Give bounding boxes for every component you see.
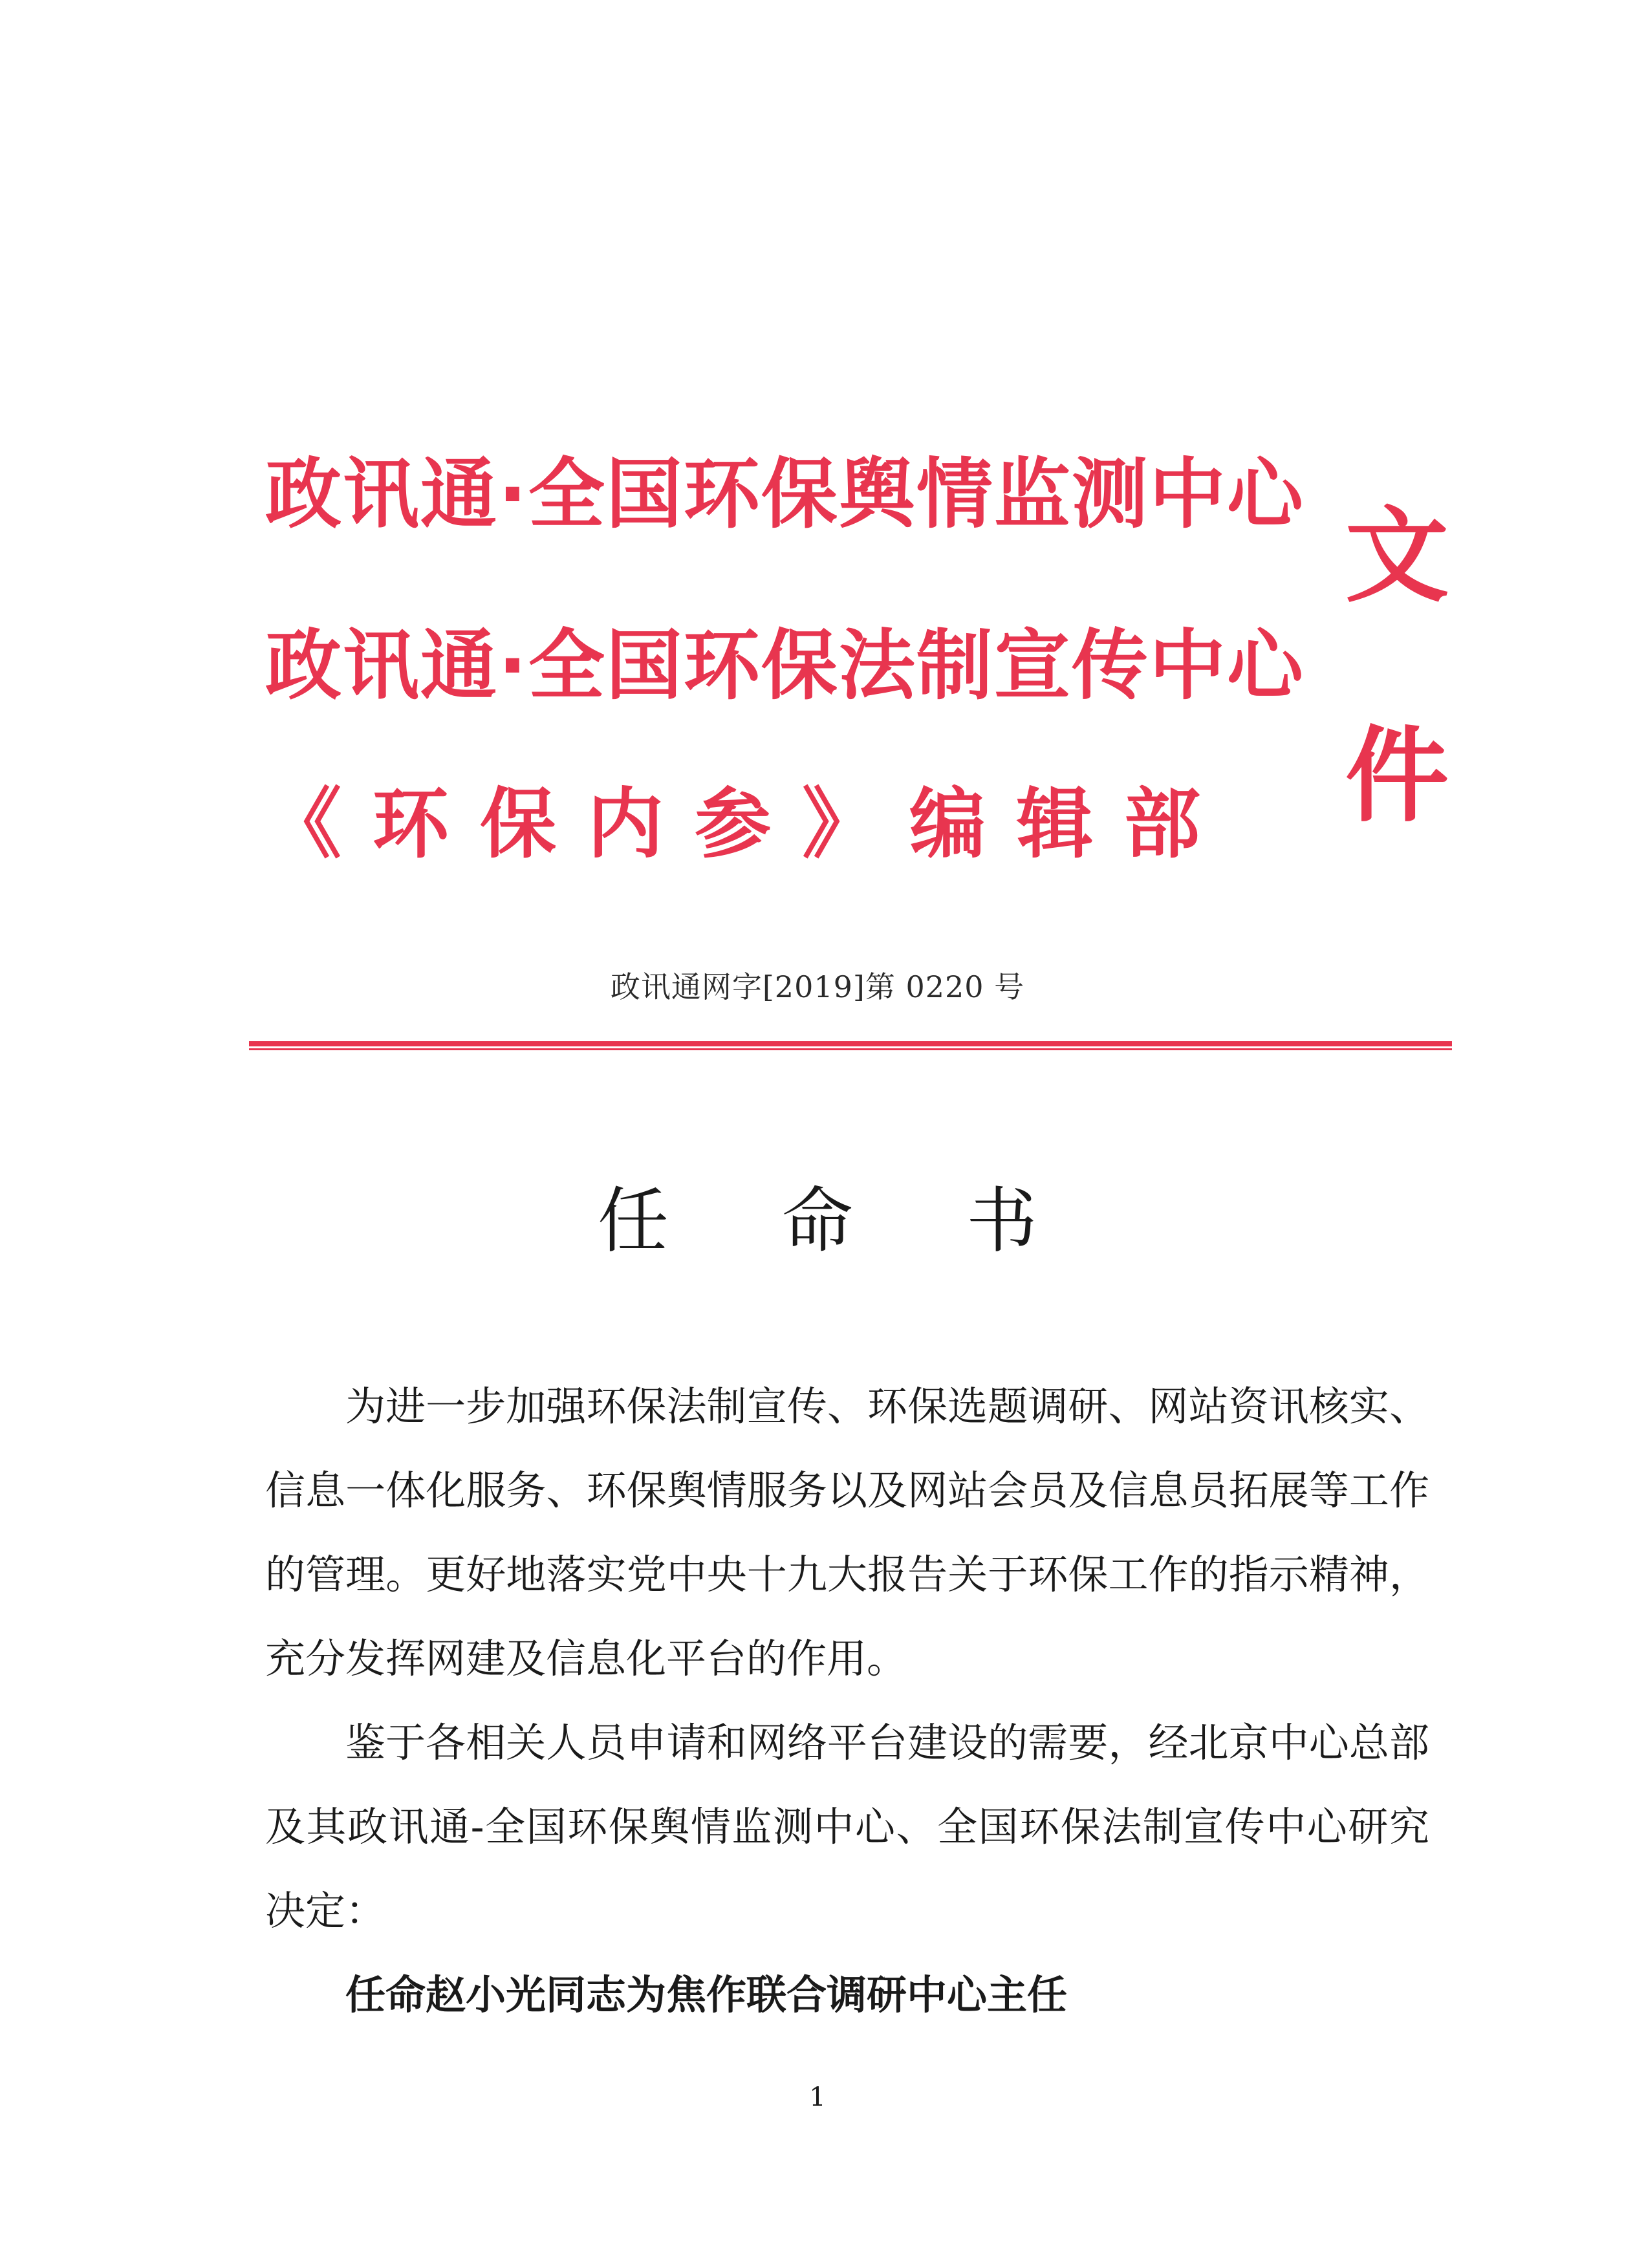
document-number: 政讯通网字[2019]第 0220 号 (610, 969, 1025, 1004)
red-divider-thin (249, 1048, 1452, 1050)
document-label-char-1: 文 (1345, 495, 1449, 616)
document-label (1339, 495, 1455, 944)
body-paragraph-2: 鉴于各相关人员申请和网络平台建设的需要，经北京中心总部及其政讯通-全国环保舆情监测中心、全国环保法制宣传中心研究决定： (265, 1719, 1429, 1934)
letterhead-line-2: 政讯通·全国环保法制宣传中心 (265, 621, 1305, 710)
red-divider (249, 1041, 1452, 1050)
letterhead-line-1: 政讯通·全国环保舆情监测中心 (265, 449, 1305, 539)
letterhead-line-3: 《环保内参》编辑部 (265, 779, 1232, 869)
red-divider-thick (249, 1041, 1452, 1046)
document-label-char-2: 件 (1345, 715, 1449, 836)
body-paragraph-1: 为进一步加强环保法制宣传、环保选题调研、网站资讯核实、信息一体化服务、环保舆情服务以及网站会员及信息员拓展等工作的管理。更好地落实党中央十九大报告关于环保工作的指示精神，充分发挥网建及信息化平台的作用。 (265, 1383, 1429, 1682)
page-number: 1 (809, 2082, 826, 2112)
appointment-statement: 任命赵小光同志为焦作联合调研中心主任 (345, 1971, 1068, 2018)
document-title: 任 命 书 (598, 1180, 1083, 1262)
